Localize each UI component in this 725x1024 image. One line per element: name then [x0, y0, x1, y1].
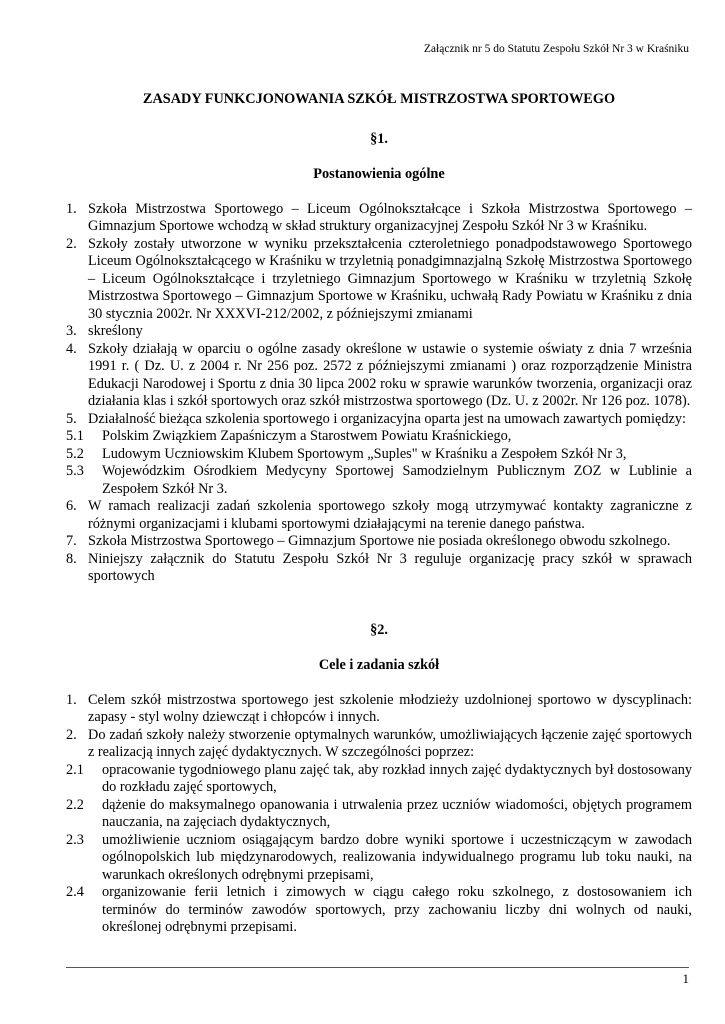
list-item — [66, 533, 692, 551]
sub-list-item — [66, 797, 692, 832]
item-number: 8. — [66, 550, 77, 567]
section-1-heading: Postanowienia ogólne — [313, 166, 445, 182]
item-text: Wojewódzkim Ośrodkiem Medycyny Sportowej Samodzielnym Publicznym ZOZ w Lublinie a Zespołem Szkół Nr 3. — [102, 463, 692, 497]
item-text: Polskim Związkiem Zapaśniczym a Starostwem Powiatu Kraśnickiego, — [102, 428, 512, 444]
list-item — [66, 727, 692, 762]
item-text: umożliwienie uczniom osiągającym bardzo dobre wyniki sportowe i uczestniczącym w zawodach ogólnopolskich lub międzynarodowych, realizowania indywidualnego programu lub toku nauki, na warunkach określonych odrębnymi przepisami, — [102, 831, 692, 883]
item-number: 7. — [66, 533, 77, 549]
item-text: Działalność bieżąca szkolenia sportowego i organizacyjna oparta jest na umowach zawartych pomiędzy: — [88, 410, 686, 427]
section-1-number: §1. — [370, 130, 388, 147]
item-text: skreślony — [88, 323, 143, 339]
item-number: 4. — [66, 340, 77, 357]
sub-list-item — [66, 884, 692, 937]
list-item — [66, 323, 692, 341]
document-content — [66, 91, 692, 937]
section-1-list — [66, 201, 692, 586]
item-number: 5.3 — [66, 463, 84, 479]
item-number: 5.2 — [66, 445, 84, 462]
item-number: 2.1 — [66, 761, 84, 778]
item-number: 1. — [66, 200, 77, 217]
sub-list-item — [66, 446, 692, 464]
item-text: Do zadań szkoły należy stworzenie optymalnych warunków, umożliwiających łączenie zajęć sportowych z realizacją innych zajęć dydaktycznych. W szczególności poprzez: — [88, 726, 692, 760]
item-text: Szkoły działają w oparciu o ogólne zasady określone w ustawie o systemie oświaty z dnia 7 września 1991 r. ( Dz. U. z 2004 r. Nr 256 poz. 2572 z późniejszymi zmianami ) oraz rozporządzenie Ministra Edukacji Narodowej i Sportu z dnia 30 lipca 2002 roku w sprawie warunków tworzenia, organizacji oraz działania klas i szkół sportowych oraz szkół mistrzostwa sportowego (Dz. U. z 2002r. Nr 126 poz. 1078). — [88, 340, 692, 409]
item-number: 5. — [66, 410, 77, 427]
item-number: 6. — [66, 498, 77, 514]
footer-divider — [66, 967, 689, 968]
page-number: 1 — [682, 971, 689, 986]
list-item — [66, 411, 692, 429]
item-number: 2.3 — [66, 831, 84, 848]
item-text: Szkoła Mistrzostwa Sportowego – Gimnazjum Sportowe nie posiada określonego obwodu szkolnego. — [88, 533, 671, 549]
item-text: Szkoły zostały utworzone w wyniku przekształcenia czteroletniego ponadpodstawowego Sportowego Liceum Ogólnokształcącego w Kraśniku w trzyletnią ponadgimnazjalną Szkołę Mistrzostwa Sportowego – Liceum Ogólnokształcące i trzyletniego Gimnazjum Sportowego w Kraśniku w trzyletnią Szkołę Mistrzostwa Sportowego – Gimnazjum Sportowe w Kraśniku, uchwałą Rady Powiatu w Kraśniku z dnia 30 stycznia 2002r. Nr XXXVI-212/2002, z późniejszymi zmianami — [88, 235, 692, 322]
item-text: Ludowym Uczniowskim Klubem Sportowym „Suples" w Kraśniku a Zespołem Szkół Nr 3, — [102, 445, 627, 462]
list-item — [66, 498, 692, 533]
item-text: organizowanie ferii letnich i zimowych w ciągu całego roku szkolnego, z dostosowaniem ich terminów do terminów zawodów sportowych, przy zachowaniu liczby dni wolnych od nauki, określonej odrębnymi przepisami. — [102, 884, 692, 935]
sub-list-item — [66, 762, 692, 797]
list-item — [66, 692, 692, 727]
header-note: Załącznik nr 5 do Statutu Zespołu Szkół Nr 3 w Kraśniku — [423, 43, 689, 55]
item-number: 2.2 — [66, 796, 84, 813]
item-text: Niniejszy załącznik do Statutu Zespołu Szkół Nr 3 reguluje organizację pracy szkół w sprawach sportowych — [88, 550, 692, 584]
section-2-number: §2. — [370, 621, 388, 638]
item-number: 5.1 — [66, 428, 84, 444]
section-spacer — [66, 586, 692, 622]
sub-list-item — [66, 832, 692, 885]
item-text: opracowanie tygodniowego planu zajęć tak, aby rozkład innych zajęć dydaktycznych był dostosowany do rozkładu zajęć sportowych, — [102, 761, 692, 795]
list-item — [66, 341, 692, 411]
sub-list-item — [66, 428, 692, 446]
section-2-heading: Cele i zadania szkół — [318, 657, 440, 673]
item-text: W ramach realizacji zadań szkolenia sportowego szkoły mogą utrzymywać kontakty zagraniczne z różnymi organizacjami i klubami sportowymi działającymi na terenie danego państwa. — [88, 498, 692, 532]
item-text: Szkoła Mistrzostwa Sportowego – Liceum Ogólnokształcące i Szkoła Mistrzostwa Sportowego – Gimnazjum Sportowe wchodzą w skład struktury organizacyjnej Zespołu Szkół Nr 3 w Kraśniku. — [88, 200, 692, 234]
list-item — [66, 201, 692, 236]
section-2-list — [66, 692, 692, 937]
list-item — [66, 551, 692, 586]
item-text: dążenie do maksymalnego opanowania i utrwalenia przez uczniów wiadomości, objętych programem nauczania, na zajęciach dydaktycznych, — [102, 796, 692, 830]
list-item — [66, 236, 692, 324]
sub-list-item — [66, 463, 692, 498]
item-number: 1. — [66, 691, 77, 708]
item-text: Celem szkół mistrzostwa sportowego jest szkolenie młodzieży uzdolnionej sportowo w dyscyplinach: zapasy - styl wolny dziewcząt i chłopców i innych. — [88, 691, 692, 725]
item-number: 2.4 — [66, 884, 84, 900]
item-number: 2. — [66, 235, 77, 252]
document-title: ZASADY FUNKCJONOWANIA SZKÓŁ MISTRZOSTWA SPORTOWEGO — [142, 91, 616, 107]
item-number: 3. — [66, 323, 77, 339]
item-number: 2. — [66, 726, 77, 743]
